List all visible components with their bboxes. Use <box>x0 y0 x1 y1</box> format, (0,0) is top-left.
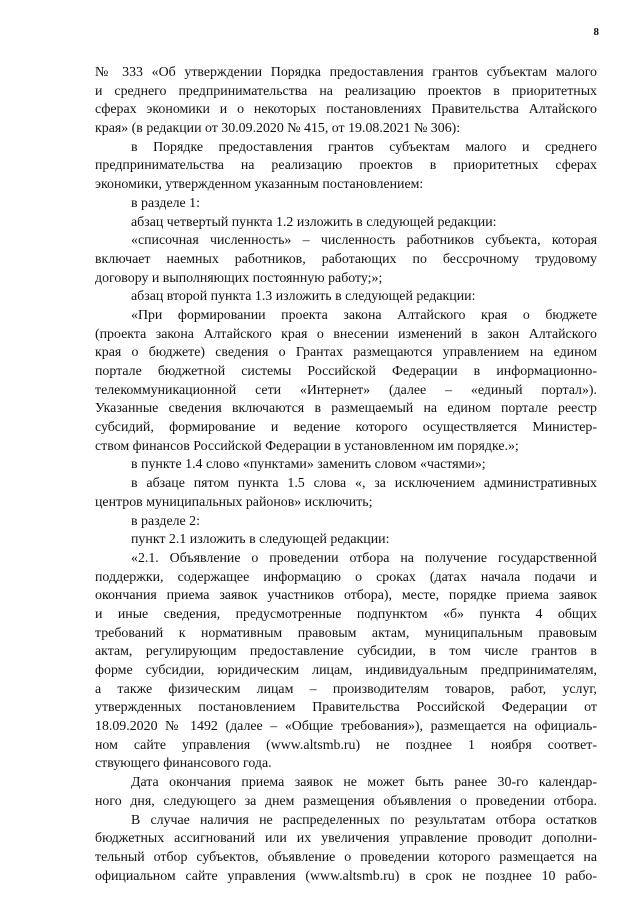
text-line: субсидий, формирование и ведение которого осуществляется Министер- <box>95 420 597 436</box>
text-line: края о бюджете) сведения о Грантах размещаются управлением на едином <box>95 345 597 361</box>
text-line: «списочная численность» – численность работников субъекта, которая <box>131 233 597 249</box>
text-line: в разделе 1: <box>131 195 200 211</box>
text-line: Указанные сведения включаются в размещаемый на едином портале реестр <box>95 401 597 417</box>
text-line: центров муниципальных районов» исключить; <box>95 494 373 510</box>
text-line: бюджетных ассигнований или их увеличения управление проводит дополни- <box>95 831 597 847</box>
text-line: «При формировании проекта закона Алтайского края о бюджете <box>131 307 597 323</box>
text-line: в абзаце пятом пункта 1.5 слова «, за исключением административных <box>131 476 597 492</box>
text-line: договору и выполняющих постоянную работу;»; <box>95 270 383 286</box>
text-line: № 333 «Об утверждении Порядка предоставления грантов субъектам малого <box>95 65 597 80</box>
text-line: «2.1. Объявление о проведении отбора на получение государственной <box>131 550 597 566</box>
text-line: в пункте 1.4 слово «пунктами» заменить словом «частями»; <box>131 457 486 473</box>
text-line: абзац четвертый пункта 1.2 изложить в следующей редакции: <box>131 214 497 230</box>
text-line: и иные сведения, предусмотренные подпунктом «б» пункта 4 общих <box>95 606 597 622</box>
text-line: утвержденных постановлением Правительства Российской Федерации от <box>95 700 597 716</box>
text-line: экономики, утвержденном указанным постановлением: <box>95 177 424 193</box>
text-line: 18.09.2020 № 1492 (далее – «Общие требования»), размещается на официаль- <box>95 719 597 735</box>
text-line: ного дня, следующего за днем размещения объявления о проведении отбора. <box>95 793 597 809</box>
text-line: окончания приема заявок участников отбора), месте, порядке приема заявок <box>95 588 597 604</box>
text-line: ствующего финансового года. <box>95 756 272 772</box>
text-line: Дата окончания приема заявок не может быть ранее 30-го календар- <box>131 775 597 791</box>
text-line: предпринимательства на реализацию проектов в приоритетных сферах <box>95 158 597 174</box>
text-line: тельный отбор субъектов, объявление о проведении которого размещается на <box>95 849 597 865</box>
text-line: в Порядке предоставления грантов субъектам малого и среднего <box>131 139 597 155</box>
text-line: ном сайте управления (www.altsmb.ru) не позднее 1 ноября соответ- <box>95 737 597 753</box>
text-line: форме субсидии, юридическим лицам, индивидуальным предпринимателям, <box>95 663 597 678</box>
text-line: в разделе 2: <box>131 513 200 529</box>
text-line: ством финансов Российской Федерации в установленном им порядке.»; <box>95 438 519 454</box>
text-line: актам, регулирующим предоставление субсидии, в том числе грантов в <box>95 644 597 660</box>
text-line: портале бюджетной системы Российской Федерации в информационно- <box>95 364 597 379</box>
text-line: края» (в редакции от 30.09.2020 № 415, от 19.08.2021 № 306): <box>95 121 461 137</box>
text-line: абзац второй пункта 1.3 изложить в следующей редакции: <box>131 289 476 305</box>
text-line: официальном сайте управления (www.altsmb.ru) в срок не позднее 10 рабо- <box>95 868 597 884</box>
text-line: телекоммуникационной сети «Интернет» (далее – «единый портал»). <box>95 382 597 398</box>
text-line: (проекта закона Алтайского края о внесении изменений в закон Алтайского <box>95 326 597 342</box>
text-line: а также физическим лицам – производителям товаров, работ, услуг, <box>95 681 597 697</box>
text-line: В случае наличия не распределенных по результатам отбора остатков <box>131 812 597 828</box>
text-line: и среднего предпринимательства на реализацию проектов в приоритетных <box>95 83 597 99</box>
page-number: 8 <box>593 26 599 38</box>
document-body <box>95 64 597 886</box>
text-line: включает наемных работников, работающих по бессрочному трудовому <box>95 251 597 267</box>
text-line: поддержки, содержащее информацию о сроках (датах начала подачи и <box>95 569 597 585</box>
text-line: сферах экономики и о некоторых постановлениях Правительства Алтайского <box>95 102 597 118</box>
text-line: требований к нормативным правовым актам, муниципальным правовым <box>95 625 597 641</box>
text-line: пункт 2.1 изложить в следующей редакции: <box>131 532 390 548</box>
